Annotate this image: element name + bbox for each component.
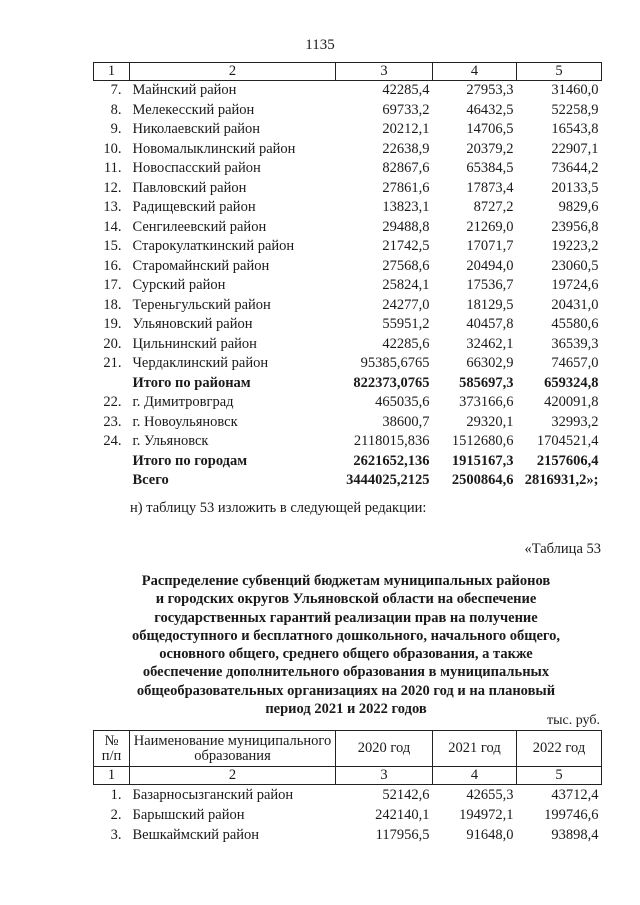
- value-2022: [517, 374, 602, 394]
- table-row: [94, 432, 602, 452]
- value-2022: 93898,4: [551, 827, 599, 843]
- value-2020: 117956,5: [375, 827, 430, 843]
- municipality-name: г. Димитровград: [132, 394, 234, 410]
- value-2021: 585697,3: [459, 374, 514, 391]
- title-line: период 2021 и 2022 годов: [265, 701, 427, 718]
- table-row: [94, 335, 602, 355]
- value-2022: [517, 354, 602, 374]
- row-number: 19.: [103, 316, 122, 332]
- value-2022-text: 45580,6: [551, 316, 599, 332]
- row-number: 12.: [103, 179, 122, 196]
- closing-quote: »;: [586, 472, 599, 488]
- municipality-name: г. Новоульяновск: [132, 413, 238, 430]
- value-2022-text: 36539,3: [551, 335, 599, 352]
- column-index: 2: [130, 63, 336, 81]
- units-label: тыс. руб.: [547, 713, 600, 728]
- value-2021: 2500864,6: [451, 472, 514, 488]
- column-index: 5: [517, 63, 602, 81]
- subventions-table: [93, 730, 602, 845]
- value-2021: 373166,6: [459, 394, 514, 410]
- municipality-name: Всего: [132, 472, 169, 488]
- value-2020: 3444025,2125: [346, 472, 430, 488]
- total-row: [94, 374, 602, 394]
- column-index: 2: [130, 767, 336, 785]
- municipality-name: Новоспасский район: [132, 160, 261, 176]
- column-index: 3: [336, 767, 433, 785]
- row-number: 3.: [110, 827, 122, 843]
- value-2021: 1915167,3: [451, 452, 514, 469]
- value-2021: 27953,3: [466, 82, 514, 98]
- table-row: [94, 179, 602, 199]
- municipality-name: Цильнинский район: [132, 335, 257, 352]
- table-row: [94, 393, 602, 413]
- row-number: 24.: [103, 433, 122, 449]
- title-line: общедоступного и бесплатного дошкольного, начального общего,: [131, 627, 561, 644]
- value-2021: 17071,7: [466, 238, 514, 254]
- municipality-name: Сурский район: [132, 277, 226, 293]
- value-2020: 21742,5: [382, 238, 430, 254]
- value-2022-text: 23956,8: [551, 218, 599, 235]
- value-2020: 2118015,836: [353, 433, 430, 449]
- row-number: [94, 374, 130, 394]
- value-2022: [517, 276, 602, 296]
- value-2021: 66302,9: [466, 355, 514, 371]
- value-2020: 2621652,136: [353, 452, 430, 469]
- continued-table: [93, 62, 602, 491]
- value-2021: 194972,1: [459, 807, 514, 823]
- municipality-name: Старомайнский район: [132, 257, 270, 274]
- column-index-row: [94, 767, 602, 785]
- table-row: [94, 276, 602, 296]
- value-2020: 29488,8: [382, 218, 430, 235]
- table-row: [94, 825, 602, 845]
- value-2022: [517, 393, 602, 413]
- municipality-name: Радищевский район: [132, 199, 256, 215]
- value-2022: [517, 179, 602, 199]
- title-line: основного общего, среднего общего образования, а также: [159, 646, 533, 663]
- value-2021: 8727,2: [473, 199, 514, 215]
- header-number: № п/п: [94, 731, 130, 767]
- value-2022: [517, 257, 602, 277]
- value-2022: [517, 296, 602, 316]
- title-line: обеспечение дополнительного образования в муниципальных: [142, 664, 550, 681]
- value-2022: [517, 413, 602, 433]
- value-2020: 55951,2: [382, 316, 430, 332]
- value-2020: 24277,0: [382, 296, 430, 313]
- value-2021: 65384,5: [466, 160, 514, 176]
- value-2021: 29320,1: [466, 413, 514, 430]
- title-line: и городских округов Ульяновской области на обеспечение: [155, 591, 537, 608]
- municipality-name: Базарносызганский район: [132, 787, 294, 803]
- title-line: Распределение субвенций бюджетам муниципальных районов: [141, 573, 551, 589]
- value-2022: [517, 335, 602, 355]
- row-number: 15.: [103, 238, 122, 254]
- value-2020: 13823,1: [382, 199, 430, 215]
- municipality-name: Мелекесский район: [132, 101, 255, 118]
- row-number: 18.: [103, 296, 122, 313]
- row-number: 10.: [103, 140, 122, 157]
- value-2022-text: 16543,8: [551, 121, 599, 137]
- value-2020: 69733,2: [382, 101, 430, 118]
- value-2021: 14706,5: [466, 121, 514, 137]
- municipality-name: г. Ульяновск: [132, 433, 209, 449]
- value-2022-text: 420091,8: [544, 394, 599, 410]
- table-row: [94, 140, 602, 160]
- table-row: [94, 785, 602, 806]
- table-row: [94, 354, 602, 374]
- column-index: 4: [433, 767, 517, 785]
- value-2022: [517, 432, 602, 452]
- value-2020: 42285,4: [382, 82, 430, 98]
- value-2022-text: 2157606,4: [536, 452, 599, 469]
- value-2020: 465035,6: [375, 394, 430, 410]
- value-2021: 46432,5: [466, 101, 514, 118]
- municipality-name: Вешкаймский район: [132, 827, 260, 843]
- title-line: государственных гарантий реализации прав на получение: [154, 609, 538, 626]
- municipality-name: Итого по городам: [132, 452, 248, 469]
- table-title: [108, 572, 584, 718]
- municipality-name: Чердаклинский район: [132, 355, 269, 371]
- row-number: 13.: [103, 199, 122, 215]
- table-row: [94, 81, 602, 101]
- header-2020: 2020 год: [336, 731, 433, 767]
- row-number: 17.: [103, 277, 122, 293]
- row-number: 14.: [103, 218, 122, 235]
- value-2022-text: 20431,0: [551, 296, 599, 313]
- value-2022: 199746,6: [544, 807, 599, 823]
- value-2021: 18129,5: [466, 296, 514, 313]
- value-2022-text: 32993,2: [551, 413, 599, 430]
- value-2021: 17536,7: [466, 277, 514, 293]
- value-2022: [517, 101, 602, 121]
- municipality-name: Павловский район: [132, 179, 247, 196]
- value-2021: 20379,2: [466, 140, 514, 157]
- row-number: 7.: [110, 82, 122, 98]
- value-2022-text: 31460,0: [551, 82, 599, 98]
- header-2021: 2021 год: [433, 731, 517, 767]
- row-number: 23.: [103, 413, 122, 430]
- table-row: [94, 296, 602, 316]
- value-2021: 17873,4: [466, 179, 514, 196]
- value-2022: [517, 140, 602, 160]
- value-2021: 40457,8: [466, 316, 514, 332]
- row-number: 2.: [110, 807, 122, 823]
- value-2021: 1512680,6: [451, 433, 514, 449]
- value-2020: 822373,0765: [353, 374, 430, 391]
- row-number: 11.: [103, 160, 122, 176]
- value-2022: [517, 471, 602, 491]
- municipality-name: Старокулаткинский район: [132, 238, 295, 254]
- value-2020: 25824,1: [382, 277, 430, 293]
- municipality-name: Тереньгульский район: [132, 296, 271, 313]
- value-2022-text: 74657,0: [551, 355, 599, 371]
- value-2022-text: 22907,1: [551, 140, 599, 157]
- municipality-name: Итого по районам: [132, 374, 251, 391]
- header-2022: 2022 год: [517, 731, 602, 767]
- value-2022-text: 1704521,4: [536, 433, 599, 449]
- municipality-name: Ульяновский район: [132, 316, 253, 332]
- municipality-name: Барышский район: [132, 807, 245, 823]
- value-2020: 27568,6: [382, 257, 430, 274]
- value-2022-text: 2816931,2: [524, 472, 587, 488]
- row-number: [94, 452, 130, 472]
- value-2022-text: 52258,9: [551, 101, 599, 118]
- row-number: 16.: [103, 257, 122, 274]
- title-line: общеобразовательных организациях на 2020 год и на плановый: [136, 682, 556, 699]
- value-2022: [517, 198, 602, 218]
- value-2020: 242140,1: [375, 807, 430, 823]
- municipality-name: Новомалыклинский район: [132, 140, 296, 157]
- column-index: 3: [336, 63, 433, 81]
- value-2020: 27861,6: [382, 179, 430, 196]
- row-number: 9.: [110, 121, 122, 137]
- value-2022: 43712,4: [551, 787, 599, 803]
- table-row: [94, 315, 602, 335]
- row-number: [94, 471, 130, 491]
- value-2022-text: 23060,5: [551, 257, 599, 274]
- table-row: [94, 805, 602, 825]
- column-index: 1: [94, 63, 130, 81]
- value-2022: [517, 81, 602, 101]
- page-number: 1135: [305, 37, 335, 53]
- value-2022: [517, 452, 602, 472]
- municipality-name: Майнский район: [132, 82, 237, 98]
- table-row: [94, 120, 602, 140]
- value-2022-text: 19724,6: [551, 277, 599, 293]
- value-2022: [517, 315, 602, 335]
- table-row: [94, 159, 602, 179]
- row-number: 1.: [110, 787, 122, 803]
- value-2020: 42285,6: [382, 335, 430, 352]
- value-2022: [517, 159, 602, 179]
- table-row: [94, 101, 602, 121]
- value-2022-text: 19223,2: [551, 238, 599, 254]
- row-number: 8.: [110, 101, 122, 118]
- amendment-note: н) таблицу 53 изложить в следующей редакции:: [130, 500, 427, 516]
- column-index: 5: [517, 767, 602, 785]
- value-2022: [517, 218, 602, 238]
- value-2020: 22638,9: [382, 140, 430, 157]
- value-2022-text: 9829,6: [558, 199, 599, 215]
- table-row: [94, 257, 602, 277]
- table-row: [94, 218, 602, 238]
- value-2021: 32462,1: [466, 335, 514, 352]
- value-2020: 38600,7: [382, 413, 430, 430]
- value-2022-text: 73644,2: [551, 160, 599, 176]
- row-number: 22.: [103, 394, 122, 410]
- column-index-row: [94, 63, 602, 81]
- column-index: 4: [433, 63, 517, 81]
- value-2021: 42655,3: [466, 787, 514, 803]
- row-number: 20.: [103, 335, 122, 352]
- value-2021: 91648,0: [466, 827, 514, 843]
- municipality-name: Сенгилеевский район: [132, 218, 267, 235]
- row-number: 21.: [103, 355, 122, 371]
- value-2022-text: 659324,8: [544, 374, 599, 391]
- value-2020: 95385,6765: [360, 355, 430, 371]
- column-index: 1: [94, 767, 130, 785]
- table-row: [94, 198, 602, 218]
- value-2021: 21269,0: [466, 218, 514, 235]
- value-2022-text: 20133,5: [551, 179, 599, 196]
- table-caption: «Таблица 53: [524, 541, 601, 557]
- header-name: Наименование муниципального образования: [130, 731, 336, 767]
- table-row: [94, 237, 602, 257]
- total-row: [94, 471, 602, 491]
- table-row: [94, 413, 602, 433]
- municipality-name: Николаевский район: [132, 121, 261, 137]
- value-2020: 20212,1: [382, 121, 430, 137]
- value-2022: [517, 120, 602, 140]
- value-2020: 82867,6: [382, 160, 430, 176]
- value-2022: [517, 237, 602, 257]
- value-2020: 52142,6: [382, 787, 430, 803]
- value-2021: 20494,0: [466, 257, 514, 274]
- total-row: [94, 452, 602, 472]
